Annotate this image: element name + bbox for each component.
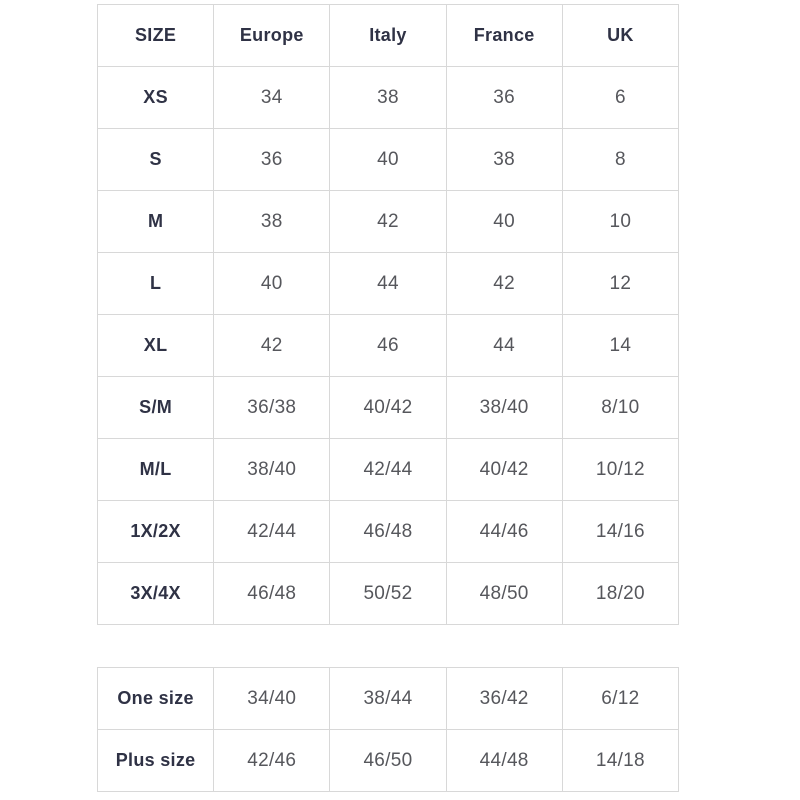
table-cell: 44/46	[446, 501, 562, 563]
row-label-s-m: S/M	[98, 377, 214, 439]
table-cell: 42	[446, 253, 562, 315]
table-row-m	[98, 191, 679, 253]
table-cell: 42/44	[330, 439, 446, 501]
table-cell: 8	[562, 129, 678, 191]
row-label-s: S	[98, 129, 214, 191]
table-cell: 38	[446, 129, 562, 191]
table-cell: 44	[446, 315, 562, 377]
table-cell: 42/44	[214, 501, 330, 563]
table-cell: 38/44	[330, 668, 446, 730]
table-cell: 14	[562, 315, 678, 377]
table-cell: 46/50	[330, 730, 446, 792]
table-cell: 50/52	[330, 563, 446, 625]
table-row-s	[98, 129, 679, 191]
row-label-one-size: One size	[98, 668, 214, 730]
table-row-l	[98, 253, 679, 315]
table-cell: 40/42	[330, 377, 446, 439]
table-row-1x-2x	[98, 501, 679, 563]
table-cell: 38	[214, 191, 330, 253]
table-cell: 40	[214, 253, 330, 315]
table-cell: 6	[562, 67, 678, 129]
table-row-s-m	[98, 377, 679, 439]
special-size-table-body	[98, 668, 679, 792]
table-row-m-l	[98, 439, 679, 501]
row-label-plus-size: Plus size	[98, 730, 214, 792]
row-label-m: M	[98, 191, 214, 253]
table-cell: 38	[330, 67, 446, 129]
row-label-xs: XS	[98, 67, 214, 129]
table-row-xs	[98, 67, 679, 129]
table-cell: 40	[330, 129, 446, 191]
column-header-uk: UK	[562, 5, 678, 67]
table-cell: 36/42	[446, 668, 562, 730]
table-cell: 40/42	[446, 439, 562, 501]
column-header-size: SIZE	[98, 5, 214, 67]
table-cell: 34/40	[214, 668, 330, 730]
table-cell: 48/50	[446, 563, 562, 625]
table-cell: 10	[562, 191, 678, 253]
table-cell: 46	[330, 315, 446, 377]
table-cell: 38/40	[446, 377, 562, 439]
column-header-europe: Europe	[214, 5, 330, 67]
table-cell: 8/10	[562, 377, 678, 439]
table-cell: 46/48	[214, 563, 330, 625]
table-cell: 6/12	[562, 668, 678, 730]
row-label-1x-2x: 1X/2X	[98, 501, 214, 563]
table-cell: 14/16	[562, 501, 678, 563]
row-label-l: L	[98, 253, 214, 315]
table-cell: 14/18	[562, 730, 678, 792]
size-table-header	[98, 5, 679, 67]
table-row-plus-size	[98, 730, 679, 792]
table-cell: 42	[214, 315, 330, 377]
table-cell: 36	[446, 67, 562, 129]
table-cell: 42	[330, 191, 446, 253]
size-table-body	[98, 67, 679, 625]
table-cell: 10/12	[562, 439, 678, 501]
table-cell: 12	[562, 253, 678, 315]
table-cell: 36	[214, 129, 330, 191]
column-header-italy: Italy	[330, 5, 446, 67]
table-row-one-size	[98, 668, 679, 730]
column-header-france: France	[446, 5, 562, 67]
table-cell: 42/46	[214, 730, 330, 792]
table-cell: 34	[214, 67, 330, 129]
header-row	[98, 5, 679, 67]
row-label-m-l: M/L	[98, 439, 214, 501]
table-cell: 44	[330, 253, 446, 315]
table-cell: 38/40	[214, 439, 330, 501]
table-row-xl	[98, 315, 679, 377]
table-row-3x-4x	[98, 563, 679, 625]
table-cell: 46/48	[330, 501, 446, 563]
row-label-3x-4x: 3X/4X	[98, 563, 214, 625]
table-cell: 36/38	[214, 377, 330, 439]
table-cell: 18/20	[562, 563, 678, 625]
size-conversion-table	[97, 4, 679, 625]
special-size-table	[97, 667, 679, 792]
row-label-xl: XL	[98, 315, 214, 377]
table-cell: 44/48	[446, 730, 562, 792]
table-cell: 40	[446, 191, 562, 253]
